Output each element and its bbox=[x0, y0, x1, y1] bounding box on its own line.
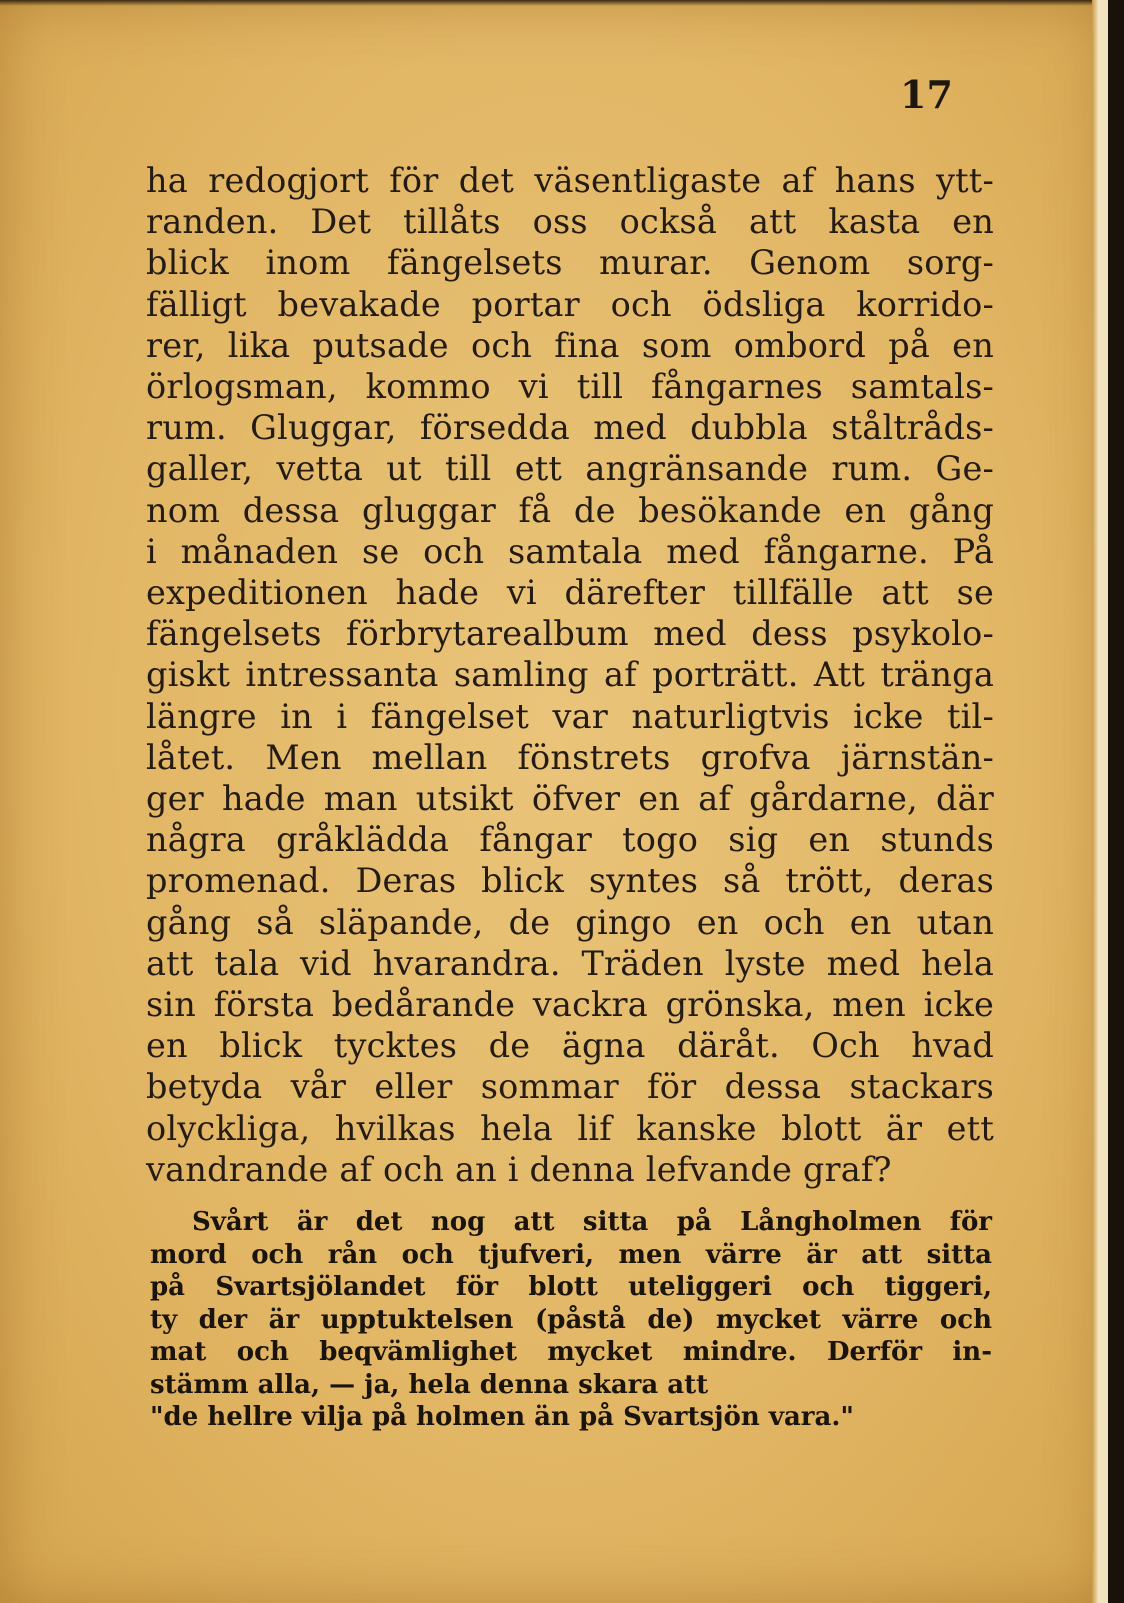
text-line: expeditionen hade vi därefter tillfälle att se bbox=[146, 573, 994, 613]
text-line: i månaden se och samtala med fångarne. På bbox=[146, 531, 994, 571]
text-line: låtet. Men mellan fönstrets grofva järnstän- bbox=[146, 737, 994, 777]
text-line: rer, lika putsade och fina som ombord på en bbox=[146, 325, 994, 365]
text-line: randen. Det tillåts oss också att kasta en bbox=[146, 202, 994, 242]
text-line: ha redogjort för det väsentligaste af hans ytt- bbox=[146, 161, 994, 200]
page-number: 17 bbox=[900, 72, 953, 117]
text-line: att tala vid hvarandra. Träden lyste med hela bbox=[146, 943, 994, 983]
text-line: örlogsman, kommo vi till fångarnes samtals- bbox=[146, 367, 994, 407]
note-line: stämm alla, — ja, hela denna skara att bbox=[150, 1369, 709, 1400]
body-paragraph bbox=[146, 160, 994, 1190]
text-line: betyda vår eller sommar för dessa stackars bbox=[146, 1067, 994, 1107]
text-line: ger hade man utsikt öfver en af gårdarne, där bbox=[146, 779, 994, 819]
text-line: blick inom fängelsets murar. Genom sorg- bbox=[146, 243, 994, 283]
text-line: olyckliga, hvilkas hela lif kanske blott är ett bbox=[146, 1108, 994, 1148]
text-line: promenad. Deras blick syntes så trött, deras bbox=[146, 861, 994, 901]
note-line: mat och beqvämlighet mycket mindre. Derför in- bbox=[150, 1337, 992, 1367]
page-top-shadow bbox=[0, 0, 1108, 6]
text-line: vandrande af och an i denna lefvande graf? bbox=[146, 1149, 892, 1189]
text-line: en blick tycktes de ägna däråt. Och hvad bbox=[146, 1026, 994, 1066]
text-line: rum. Gluggar, försedda med dubbla ståltråds- bbox=[146, 408, 994, 448]
note-line: ty der är upptuktelsen (påstå de) mycket värre och bbox=[150, 1304, 992, 1335]
text-line: nom dessa gluggar få de besökande en gång bbox=[146, 490, 994, 530]
text-line: längre in i fängelset var naturligtvis icke til- bbox=[146, 696, 994, 736]
text-line: några gråklädda fångar togo sig en stunds bbox=[146, 820, 994, 860]
note-line: på Svartsjölandet för blott uteliggeri och tiggeri, bbox=[150, 1272, 992, 1302]
text-line: fälligt bevakade portar och ödsliga korrido- bbox=[146, 284, 994, 324]
text-line: giskt intressanta samling af porträtt. Att tränga bbox=[146, 655, 994, 695]
note-paragraph bbox=[150, 1206, 992, 1434]
text-line: sin första bedårande vackra grönska, men icke bbox=[146, 985, 994, 1025]
note-line: "de hellre vilja på holmen än på Svartsjön vara." bbox=[150, 1402, 854, 1432]
note-line: Svårt är det nog att sitta på Långholmen för bbox=[192, 1207, 992, 1237]
text-line: gång så släpande, de gingo en och en utan bbox=[146, 902, 994, 942]
text-line: galler, vetta ut till ett angränsande rum. Ge- bbox=[146, 449, 994, 489]
page-right-edge bbox=[1092, 0, 1108, 1603]
note-line: mord och rån och tjufveri, men värre är att sitta bbox=[150, 1239, 992, 1270]
text-line: fängelsets förbrytarealbum med dess psykolo- bbox=[146, 614, 994, 654]
